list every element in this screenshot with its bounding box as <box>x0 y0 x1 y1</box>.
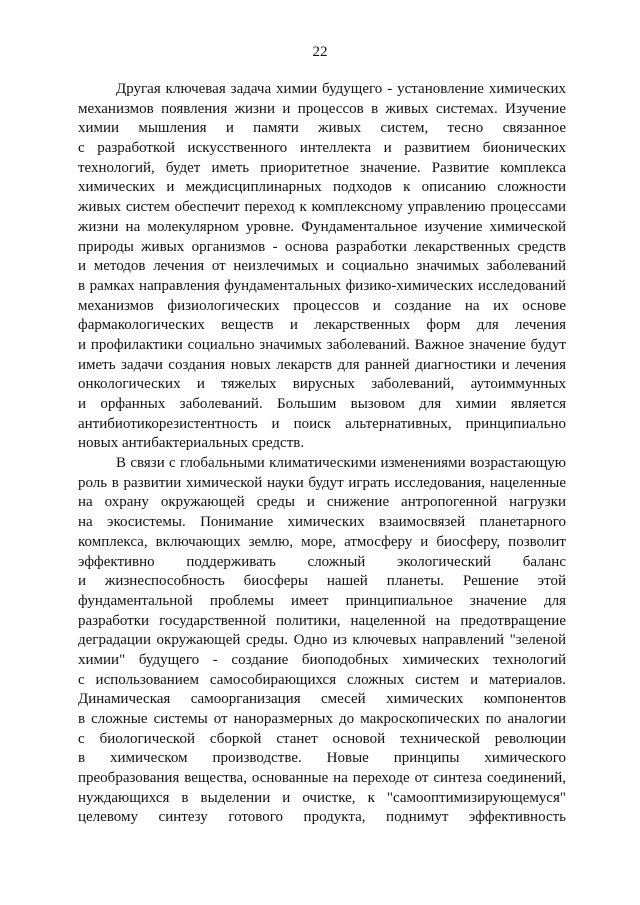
text-line: с разработкой искусственного интеллекта и развитием бионических <box>78 140 566 157</box>
text-line: и методов лечения от неизлечимых и социально значимых заболеваний <box>78 258 566 275</box>
text-line: химических и междисциплинарных подходов к описанию сложности <box>78 179 566 196</box>
text-line: и жизнеспособность биосферы нашей планеты. Решение этой <box>78 573 566 590</box>
page-number: 22 <box>312 44 328 60</box>
text-line: комплекса, включающих землю, море, атмосферу и биосферу, позволит <box>78 533 566 550</box>
text-line: преобразования вещества, основанные на переходе от синтеза соединений, <box>78 770 566 787</box>
text-line: технологий, будет иметь приоритетное значение. Развитие комплекса <box>78 159 566 176</box>
text-line: разработки государственной политики, нацеленной на предотвращение <box>78 612 566 629</box>
text-line: эффективно поддерживать сложный экологический баланс <box>78 553 566 570</box>
text-line: фармакологических веществ и лекарственных форм для лечения <box>78 317 566 334</box>
text-line: на экосистемы. Понимание химических взаимосвязей планетарного <box>78 514 566 531</box>
text-line: химии мышления и памяти живых систем, тесно связанное <box>78 120 566 137</box>
text-line: природы живых организмов - основа разработки лекарственных средств <box>78 238 566 255</box>
text-line: в рамках направления фундаментальных физико-химических исследований <box>78 277 566 294</box>
text-line: Другая ключевая задача химии будущего - установление химических <box>116 81 566 97</box>
text-line: В связи с глобальными климатическими изменениями возрастающую <box>116 455 566 472</box>
text-line: роль в развитии химической науки будут играть исследования, нацеленные <box>78 474 566 491</box>
text-line: новых антибактериальных средств. <box>78 435 305 452</box>
document-body <box>78 80 566 828</box>
text-line: на охрану окружающей среды и снижение антропогенной нагрузки <box>78 494 566 511</box>
text-line: живых систем обеспечит переход к комплексному управлению процессами <box>78 199 566 216</box>
text-line: с использованием самособирающихся сложных систем и материалов. <box>78 671 566 688</box>
text-line: деградации окружающей среды. Одно из ключевых направлений "зеленой <box>78 632 566 649</box>
text-line: жизни на молекулярном уровне. Фундаментальное изучение химической <box>78 218 566 235</box>
text-line: и профилактики социально значимых заболеваний. Важное значение будут <box>78 336 566 353</box>
text-line: механизмов появления жизни и процессов в живых системах. Изучение <box>78 100 566 117</box>
text-line: нуждающихся в выделении и очистке, к "самооптимизирующемуся" <box>78 789 566 806</box>
paragraph <box>78 454 566 828</box>
text-line: механизмов физиологических процессов и создание на их основе <box>78 297 566 314</box>
text-line: онкологических и тяжелых вирусных заболеваний, аутоиммунных <box>78 376 566 393</box>
text-line: целевому синтезу готового продукта, поднимут эффективность <box>78 809 566 826</box>
text-line: антибиотикорезистентность и поиск альтернативных, принципиально <box>78 415 566 432</box>
text-line: иметь задачи создания новых лекарств для ранней диагностики и лечения <box>78 356 566 373</box>
paragraph <box>78 80 566 454</box>
text-line: химии" будущего - создание биоподобных химических технологий <box>78 651 566 668</box>
text-line: фундаментальной проблемы имеет принципиальное значение для <box>78 592 566 609</box>
text-line: Динамическая самоорганизация смесей химических компонентов <box>78 691 566 708</box>
text-line: с биологической сборкой станет основой технической революции <box>78 730 566 747</box>
text-line: в сложные системы от наноразмерных до макроскопических по аналогии <box>78 711 566 727</box>
text-line: и орфанных заболеваний. Большим вызовом для химии является <box>78 396 566 412</box>
text-line: в химическом производстве. Новые принципы химического <box>78 750 566 767</box>
